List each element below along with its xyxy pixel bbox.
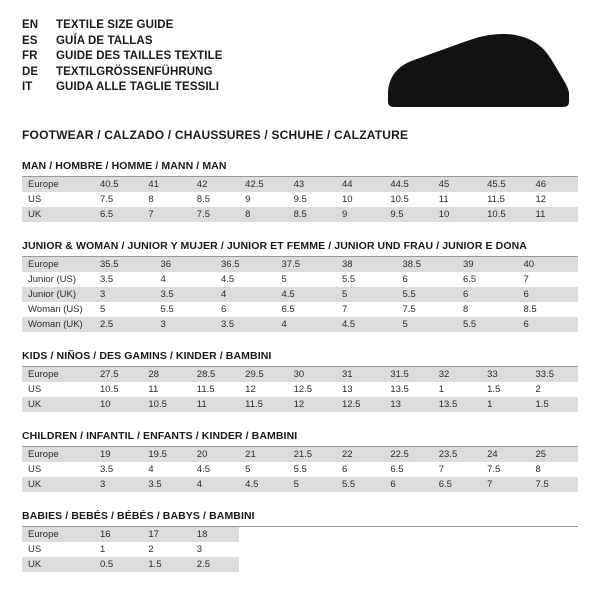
language-row [22, 49, 223, 65]
cell [288, 542, 336, 557]
cell: 12 [288, 397, 336, 412]
cell [288, 527, 336, 542]
cell: 25 [530, 447, 578, 462]
row-label: Europe [22, 447, 94, 462]
cell: 11 [530, 207, 578, 222]
cell: 4.5 [239, 477, 287, 492]
size-table-junior-woman [22, 257, 578, 332]
table-row [22, 287, 578, 302]
cell: 28.5 [191, 367, 239, 382]
cell: 7.5 [530, 477, 578, 492]
row-label: US [28, 464, 42, 475]
cell: 32 [433, 367, 481, 382]
cell: 5 [245, 464, 251, 475]
cell: 3 [196, 544, 203, 555]
cell: 11.5 [239, 397, 287, 412]
table-row [22, 462, 578, 477]
cell: 31.5 [384, 367, 432, 382]
cell: 17 [142, 527, 190, 542]
cell: 4 [148, 464, 154, 475]
cell: 1 [100, 544, 106, 555]
cell [384, 557, 432, 572]
cell: 12 [245, 384, 256, 395]
cell: 42.5 [239, 177, 287, 192]
cell: 7.5 [487, 464, 501, 475]
table-row [22, 382, 578, 397]
cell: 4.5 [276, 287, 337, 302]
language-title: TEXTILE SIZE GUIDE [56, 19, 174, 31]
cell: 11 [191, 397, 239, 412]
cell [288, 557, 336, 572]
cell: 6 [518, 317, 579, 332]
cell: 5 [281, 274, 287, 285]
cell: 13 [341, 384, 353, 395]
cell [530, 527, 578, 542]
language-code: EN [22, 19, 39, 31]
cell: 0.5 [94, 557, 142, 572]
size-table-kids [22, 367, 578, 412]
language-title: TEXTILGRÖSSENFÜHRUNG [56, 65, 213, 78]
cell: 30 [288, 367, 336, 382]
cell: 28 [142, 367, 190, 382]
cell: 7 [438, 464, 445, 475]
cell: 37.5 [276, 257, 337, 272]
cell: 6 [457, 287, 518, 302]
cell: 36 [155, 257, 216, 272]
table-row [22, 527, 578, 542]
row-label: UK [22, 557, 94, 572]
cell: 8.5 [288, 207, 336, 222]
cell: 36.5 [215, 257, 276, 272]
cell: 7 [142, 207, 190, 222]
cell [239, 527, 287, 542]
cell: 12.5 [293, 384, 313, 395]
section-junior-woman [22, 240, 578, 332]
cell: 12 [535, 194, 547, 205]
language-row [22, 65, 223, 81]
cell: 5.5 [293, 464, 307, 475]
cell: 5.5 [160, 304, 174, 315]
row-label: Europe [22, 527, 94, 542]
language-code: IT [22, 81, 33, 93]
row-label: US [28, 384, 42, 395]
cell: 23.5 [433, 447, 481, 462]
cell [336, 542, 384, 557]
row-label: UK [22, 207, 94, 222]
row-label: Junior (UK) [22, 287, 94, 302]
cell: 6.5 [463, 274, 477, 285]
cell: 5 [100, 304, 106, 315]
cell: 10.5 [390, 194, 409, 205]
cell: 3.5 [142, 477, 190, 492]
cell: 45.5 [481, 177, 529, 192]
cell: 16 [94, 527, 142, 542]
cell: 7 [481, 477, 529, 492]
cell: 39 [457, 257, 518, 272]
cell: 6.5 [94, 207, 142, 222]
cell: 9 [336, 207, 384, 222]
table-row [22, 367, 578, 382]
cell [481, 527, 529, 542]
cell: 35.5 [94, 257, 155, 272]
cell: 3 [155, 317, 216, 332]
cell: 13 [384, 397, 432, 412]
language-title: GUIDA ALLE TAGLIE TESSILI [56, 81, 220, 93]
cell: 38 [336, 257, 397, 272]
cell: 7 [342, 304, 348, 315]
cell: 5.5 [336, 477, 384, 492]
cell: 40.5 [94, 177, 142, 192]
cell: 5.5 [457, 317, 518, 332]
cell: 4 [191, 477, 239, 492]
cell: 33 [481, 367, 529, 382]
table-row [22, 192, 578, 207]
cell: 11.5 [196, 384, 215, 395]
cell: 7.5 [191, 207, 239, 222]
row-label: US [28, 544, 42, 555]
cell: 11.5 [487, 194, 505, 205]
cell: 2.5 [191, 557, 239, 572]
language-code: FR [22, 50, 38, 62]
section-title: MAN / HOMBRE / HOMME / MANN / MAN [22, 160, 578, 177]
cell: 5 [336, 287, 397, 302]
section-children [22, 430, 578, 492]
row-label: Junior (US) [28, 274, 77, 285]
row-label: US [28, 194, 42, 205]
language-row [22, 18, 223, 34]
cell: 40 [518, 257, 579, 272]
cell: 9 [245, 194, 251, 205]
cell: 5.5 [397, 287, 458, 302]
cell: 10.5 [481, 207, 529, 222]
cell [433, 557, 481, 572]
cell: 2.5 [94, 317, 155, 332]
cell: 22 [336, 447, 384, 462]
language-code: ES [22, 34, 38, 47]
table-row [22, 177, 578, 192]
cell: 29.5 [239, 367, 287, 382]
language-titles [22, 18, 223, 96]
cell: 21.5 [288, 447, 336, 462]
cell: 8 [535, 464, 541, 475]
table-row [22, 317, 578, 332]
cell: 44.5 [384, 177, 432, 192]
row-label: Europe [22, 367, 94, 382]
section-title: JUNIOR & WOMAN / JUNIOR Y MUJER / JUNIOR ET FEMME / JUNIOR UND FRAU / JUNIOR E DONA [22, 240, 578, 257]
cell: 6 [518, 287, 579, 302]
row-label: Woman (US) [28, 304, 83, 315]
cell: 8.5 [523, 304, 537, 315]
cell [530, 542, 578, 557]
section-man [22, 160, 578, 222]
cell: 3 [94, 477, 142, 492]
cell: 9.5 [384, 207, 432, 222]
cell: 3.5 [100, 464, 114, 475]
row-label: Europe [22, 177, 94, 192]
cell: 9.5 [293, 194, 307, 205]
section-babies [22, 510, 578, 572]
cell: 27.5 [94, 367, 142, 382]
cell: 41 [142, 177, 190, 192]
cell: 4 [276, 317, 337, 332]
cell: 46 [530, 177, 578, 192]
section-kids [22, 350, 578, 412]
cell: 6.5 [281, 304, 295, 315]
cell: 5.5 [342, 274, 356, 285]
cell: 1.5 [530, 397, 578, 412]
cell: 3.5 [155, 287, 216, 302]
cell: 42 [191, 177, 239, 192]
cell: 1.5 [142, 557, 190, 572]
cell: 1 [481, 397, 529, 412]
size-table-babies [22, 527, 578, 572]
cell: 3.5 [100, 274, 114, 285]
cell: 8 [148, 194, 154, 205]
table-row [22, 477, 578, 492]
table-row [22, 272, 578, 287]
cell: 4.5 [221, 274, 235, 285]
cell: 12.5 [336, 397, 384, 412]
cell: 2 [535, 384, 541, 395]
cell: 10.5 [100, 384, 119, 395]
cell: 6 [341, 464, 348, 475]
cell [239, 542, 287, 557]
cell: 6 [221, 304, 227, 315]
cell: 19.5 [142, 447, 190, 462]
cell: 2 [148, 544, 154, 555]
table-row [22, 397, 578, 412]
cell: 20 [191, 447, 239, 462]
footwear-heading: FOOTWEAR / CALZADO / CHAUSSURES / SCHUHE / CALZATURE [22, 128, 409, 142]
cell: 1 [438, 384, 445, 395]
cell: 38.5 [397, 257, 458, 272]
cell: 10 [94, 397, 142, 412]
cell [481, 557, 529, 572]
cell: 5 [288, 477, 336, 492]
cell: 7.5 [402, 304, 416, 315]
cell: 21 [239, 447, 287, 462]
cell: 24 [481, 447, 529, 462]
cell: 4.5 [336, 317, 397, 332]
table-row [22, 557, 578, 572]
language-row [22, 34, 223, 50]
cell [336, 527, 384, 542]
section-title: CHILDREN / INFANTIL / ENFANTS / KINDER / BAMBINI [22, 430, 578, 447]
cell: 33.5 [530, 367, 578, 382]
cell: 5 [397, 317, 458, 332]
row-label: Europe [22, 257, 94, 272]
cell [239, 557, 287, 572]
section-title: BABIES / BEBÉS / BÉBÉS / BABYS / BAMBINI [22, 510, 578, 527]
cell [481, 542, 529, 557]
cell [433, 527, 481, 542]
row-label: UK [22, 477, 94, 492]
cell: 18 [191, 527, 239, 542]
table-row [22, 207, 578, 222]
section-title: KIDS / NIÑOS / DES GAMINS / KINDER / BAMBINI [22, 350, 578, 367]
cell: 7 [523, 274, 529, 285]
cell: 6.5 [433, 477, 481, 492]
cell: 11 [148, 384, 159, 395]
document-header [22, 18, 578, 112]
cell: 11 [438, 194, 449, 205]
cell: 4 [215, 287, 276, 302]
cell [530, 557, 578, 572]
cell: 4.5 [196, 464, 210, 475]
cell: 7.5 [100, 194, 114, 205]
language-title: GUÍA DE TALLAS [56, 34, 153, 47]
table-row [22, 302, 578, 317]
cell: 10 [433, 207, 481, 222]
cell: 22.5 [384, 447, 432, 462]
table-row [22, 542, 578, 557]
cell: 8.5 [196, 194, 210, 205]
cell: 19 [94, 447, 142, 462]
cell: 3.5 [215, 317, 276, 332]
cell: 13.5 [433, 397, 481, 412]
size-table-man [22, 177, 578, 222]
cell: 10.5 [142, 397, 190, 412]
cell: 44 [336, 177, 384, 192]
dress-shoe-icon [382, 32, 572, 112]
table-row [22, 447, 578, 462]
language-title: GUIDE DES TAILLES TEXTILE [56, 50, 223, 62]
size-table-children [22, 447, 578, 492]
table-row [22, 257, 578, 272]
cell [384, 542, 432, 557]
cell: 1.5 [487, 384, 501, 395]
language-code: DE [22, 65, 39, 78]
cell: 8 [463, 304, 469, 315]
cell: 45 [433, 177, 481, 192]
row-label: Woman (UK) [22, 317, 94, 332]
cell: 6 [384, 477, 432, 492]
cell [433, 542, 481, 557]
cell: 31 [336, 367, 384, 382]
cell: 6.5 [390, 464, 404, 475]
language-row [22, 80, 223, 96]
cell: 6 [402, 274, 408, 285]
row-label: UK [22, 397, 94, 412]
cell: 8 [239, 207, 287, 222]
cell: 13.5 [390, 384, 409, 395]
cell [336, 557, 384, 572]
cell: 4 [160, 274, 166, 285]
cell: 10 [341, 194, 353, 205]
cell: 3 [94, 287, 155, 302]
cell [384, 527, 432, 542]
cell: 43 [288, 177, 336, 192]
